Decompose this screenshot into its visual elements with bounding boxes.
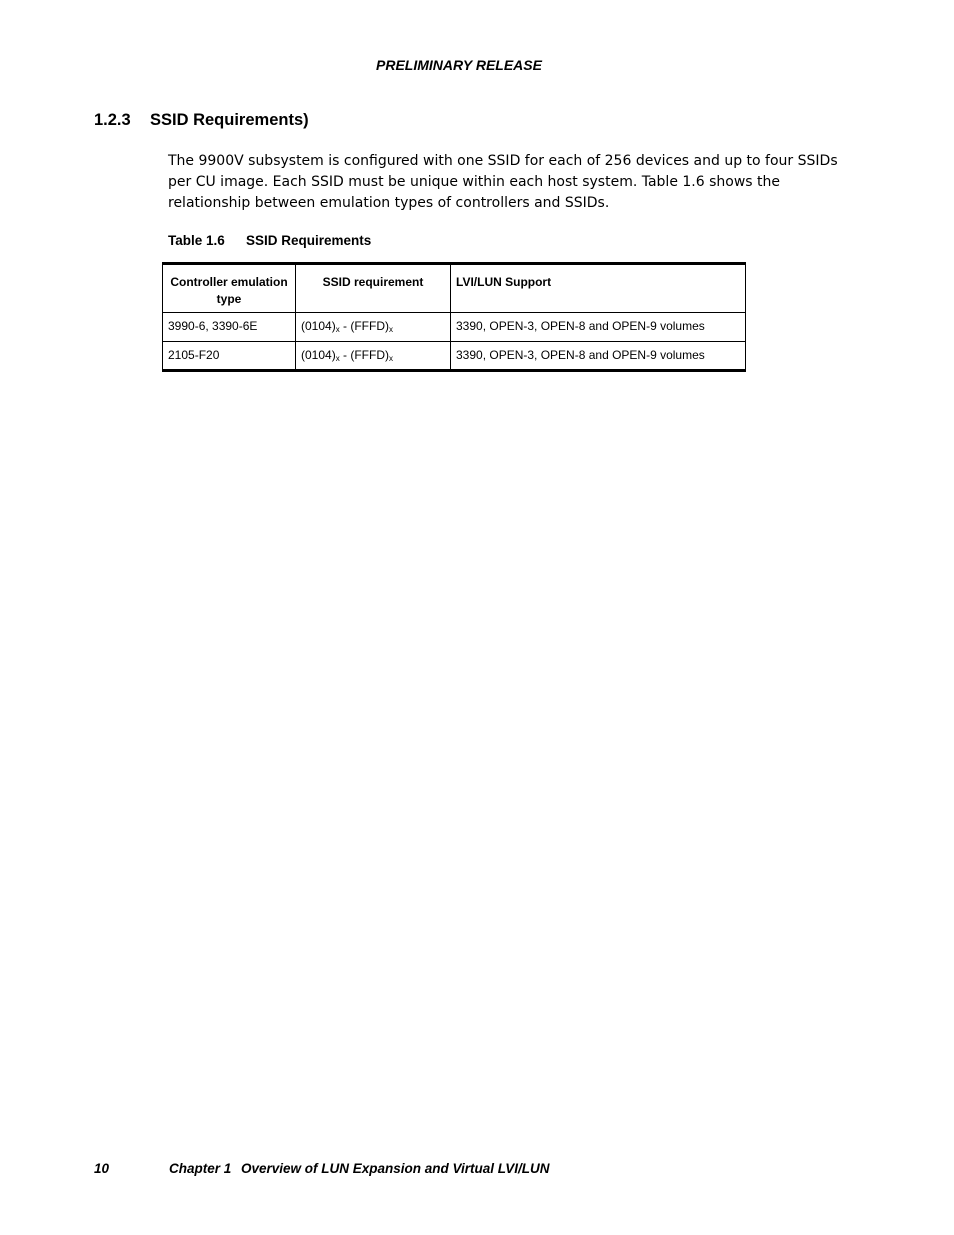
section-title: SSID Requirements) [150,111,309,129]
page-number: 10 [94,1161,110,1176]
cell-controller: 3990-6, 3390-6E [163,313,296,342]
section-number: 1.2.3 [94,111,131,129]
table-caption-title: SSID Requirements [246,233,372,248]
chapter-number: Chapter 1 [169,1161,232,1176]
ssid-start: (0104) [301,348,336,362]
ssid-end: - (FFFD) [339,348,389,362]
body-paragraph: The 9900V subsystem is configured with one SSID for each of 256 devices and up to four SSIDs per CU image. Each SSID must be unique within each host system. Table 1.6 shows the relationship between emulation types of controllers and SSIDs. [168,153,838,211]
table-row [163,342,746,371]
ssid-subscript: x [335,354,340,363]
ssid-end: - (FFFD) [339,319,389,333]
header-controller-emulation: Controller emulation type [163,264,296,313]
cell-support: 3390, OPEN-3, OPEN-8 and OPEN-9 volumes [451,313,746,342]
header-ssid-requirement: SSID requirement [296,264,451,313]
cell-support: 3390, OPEN-3, OPEN-8 and OPEN-9 volumes [451,342,746,371]
page-footer [94,1161,550,1176]
ssid-subscript: x [389,325,393,334]
table-caption [168,233,371,248]
ssid-subscript: x [335,325,340,334]
table-row [163,313,746,342]
chapter-title: Overview of LUN Expansion and Virtual LVI/LUN [241,1161,550,1176]
ssid-requirements-table [162,262,746,372]
cell-ssid [296,342,451,371]
cell-ssid [296,313,451,342]
cell-controller: 2105-F20 [163,342,296,371]
page-header: PRELIMINARY RELEASE [376,57,542,73]
table-caption-number: Table 1.6 [168,233,225,248]
header-lvi-lun-support: LVI/LUN Support [451,264,746,313]
ssid-start: (0104) [301,319,336,333]
ssid-subscript: x [389,354,393,363]
section-heading [94,111,309,130]
table-header-row [163,264,746,313]
